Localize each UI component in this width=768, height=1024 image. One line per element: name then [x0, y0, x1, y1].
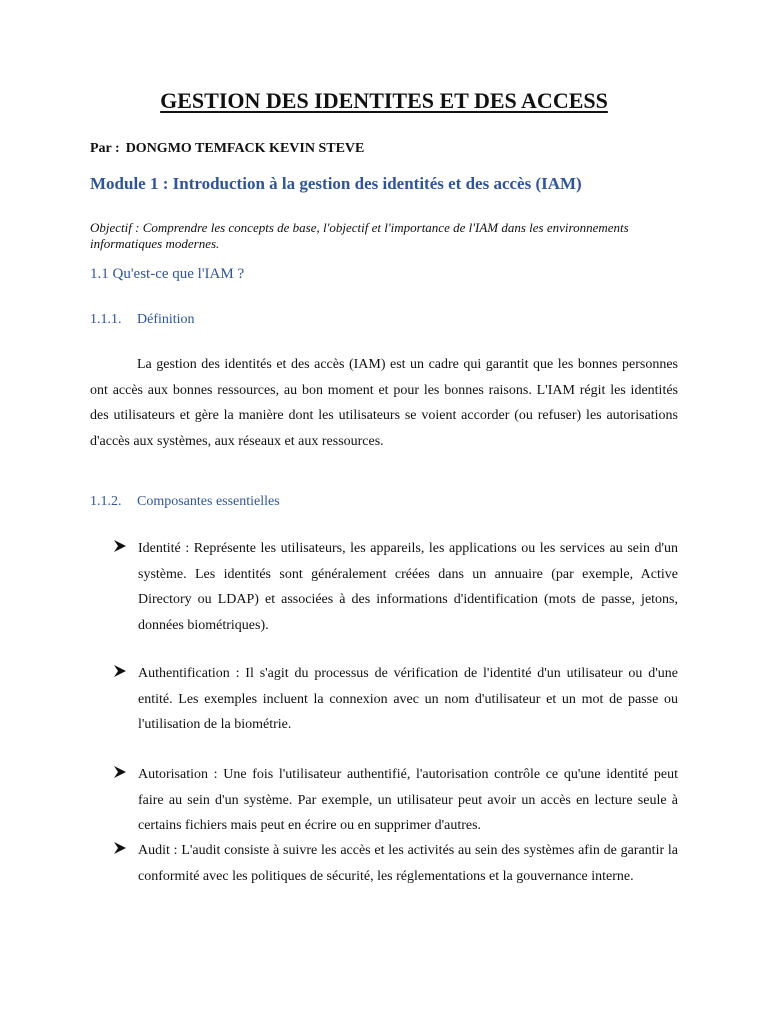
- author-name: DONGMO TEMFACK KEVIN STEVE: [125, 141, 365, 156]
- arrow-bullet-icon: [113, 664, 127, 678]
- subsection-number: 1.1.1.: [90, 312, 122, 327]
- list-item: [113, 838, 678, 889]
- definition-paragraph: La gestion des identités et des accès (IAM) est un cadre qui garantit que les bonnes personnes ont accès aux bonnes ressources, au bon moment et pour les bonnes raisons. L'IAM régit les identités des utilisateurs et gère la manière dont les utilisateurs se voient accorder (ou refuser) les autorisations d'accès aux systèmes, aux réseaux et aux ressources.: [90, 357, 678, 449]
- subsection-number: 1.1.2.: [90, 494, 122, 509]
- list-item: [113, 661, 678, 738]
- subsection-title: Définition: [137, 312, 195, 327]
- list-item-text: Autorisation : Une fois l'utilisateur authentifié, l'autorisation contrôle ce qu'une identité peut faire au sein d'un système. Par exemple, un utilisateur peut avoir un accès en lecture seule à certains fichiers mais peut en écrire ou en supprimer d'autres.: [138, 767, 678, 833]
- arrow-bullet-icon: [113, 841, 127, 855]
- author-line: [90, 140, 364, 158]
- objective-text: Objectif : Comprendre les concepts de base, l'objectif et l'importance de l'IAM dans les environnements informatiques modernes.: [90, 220, 629, 251]
- document-title: GESTION DES IDENTITES ET DES ACCESS: [160, 88, 608, 113]
- subsection-heading-definition: [90, 310, 195, 330]
- subsection-title: Composantes essentielles: [137, 494, 280, 509]
- arrow-bullet-icon: [113, 765, 127, 779]
- section-heading: 1.1 Qu'est-ce que l'IAM ?: [90, 266, 245, 282]
- arrow-bullet-icon: [113, 539, 127, 553]
- list-item-text: Authentification : Il s'agit du processus de vérification de l'identité d'un utilisateur ou d'une entité. Les exemples incluent la connexion avec un nom d'utilisateur et un mot de passe ou l'utilisation de la biométrie.: [138, 666, 678, 732]
- list-item-text: Audit : L'audit consiste à suivre les accès et les activités au sein des systèmes afin de garantir la conformité avec les politiques de sécurité, les réglementations et la gouvernance interne.: [138, 843, 678, 884]
- module-heading: Module 1 : Introduction à la gestion des identités et des accès (IAM): [90, 174, 582, 193]
- author-label: Par :: [90, 141, 120, 156]
- list-item: [113, 762, 678, 839]
- list-item: [113, 536, 678, 638]
- list-item-text: Identité : Représente les utilisateurs, les appareils, les applications ou les services au sein d'un système. Les identités sont généralement créées dans un annuaire (par exemple, Active Directory ou LDAP) et associées à des informations d'identification (mots de passe, jetons, données biométriques).: [138, 541, 678, 633]
- subsection-heading-components: [90, 492, 280, 512]
